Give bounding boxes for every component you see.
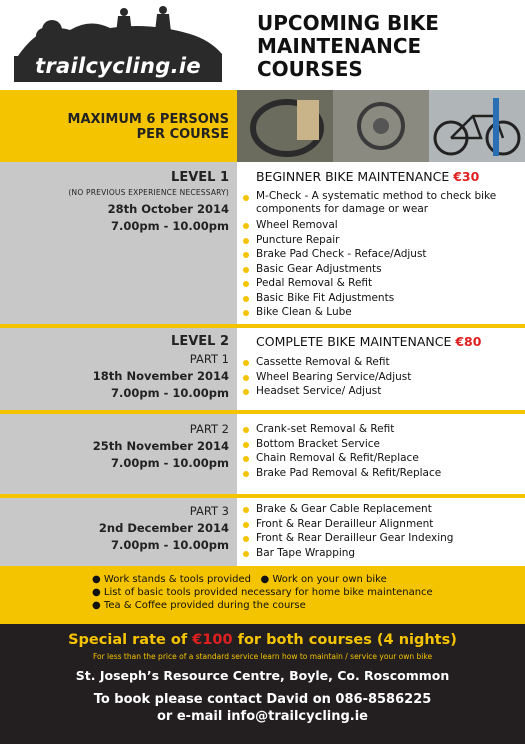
level1-section xyxy=(0,162,525,326)
level2-part2-section xyxy=(0,414,525,494)
item-text: Front & Rear Derailleur Gear Indexing xyxy=(256,532,454,544)
bullet-icon xyxy=(243,296,249,302)
list-item xyxy=(241,384,525,399)
item-text: Brake Pad Check - Reface/Adjust xyxy=(256,248,427,260)
list-item xyxy=(241,422,525,437)
part1-label: PART 1 xyxy=(189,352,229,366)
level2-part1-section xyxy=(0,328,525,410)
provision-3: List of basic tools provided necessary for home bike maintenance xyxy=(103,587,433,598)
header-row xyxy=(0,0,525,90)
provisions-line1 xyxy=(92,573,525,586)
level1-time: 7.00pm - 10.00pm xyxy=(111,219,229,233)
logo-text: trailcycling.ie xyxy=(35,54,201,78)
bullet-icon xyxy=(243,536,249,542)
bullet-icon xyxy=(243,195,249,201)
photo-strip xyxy=(237,90,525,162)
footer xyxy=(0,624,525,744)
item-text: Brake & Gear Cable Replacement xyxy=(256,503,432,515)
bullet-icon xyxy=(243,551,249,557)
contact-phone: To book please contact David on 086-8586225 xyxy=(93,692,432,707)
bullet-icon xyxy=(243,360,249,366)
bullet-icon: ● xyxy=(260,574,270,585)
part2-date: 25th November 2014 xyxy=(92,439,229,453)
header-title-line3: COURSES xyxy=(257,57,363,81)
level1-note: (NO PREVIOUS EXPERIENCE NECESSARY) xyxy=(68,188,229,197)
special-price: €100 xyxy=(192,632,233,648)
item-text: Headset Service/ Adjust xyxy=(256,385,382,397)
bullet-icon xyxy=(243,471,249,477)
list-item xyxy=(241,190,525,216)
item-text: Bar Tape Wrapping xyxy=(256,546,356,559)
level2-price: €80 xyxy=(455,334,482,349)
list-item xyxy=(241,305,525,320)
level2-part1-details xyxy=(237,328,525,410)
list-item xyxy=(241,546,525,561)
part2-label: PART 2 xyxy=(189,422,229,436)
list-item xyxy=(241,218,525,233)
item-text: Bike Clean & Lube xyxy=(256,306,352,318)
part2-items xyxy=(237,422,525,480)
list-item xyxy=(241,517,525,532)
item-text: Wheel Removal xyxy=(256,219,338,231)
level1-date: 28th October 2014 xyxy=(107,202,229,216)
list-item xyxy=(241,291,525,306)
workshop-photos xyxy=(237,90,525,162)
part3-time: 7.00pm - 10.00pm xyxy=(111,538,229,552)
bullet-icon xyxy=(243,442,249,448)
item-text: Brake Pad Removal & Refit/Replace xyxy=(256,466,442,479)
bullet-icon xyxy=(243,389,249,395)
part3-items xyxy=(237,502,525,560)
venue: St. Joseph’s Resource Centre, Boyle, Co. Roscommon xyxy=(75,668,450,683)
level2-part3-section xyxy=(0,498,525,566)
level2-part2-info xyxy=(0,414,237,494)
provision-4: Tea & Coffee provided during the course xyxy=(103,600,306,611)
list-item xyxy=(241,355,525,370)
bullet-icon xyxy=(243,522,249,528)
special-subline: For less than the price of a standard service learn how to maintain / service your own bike xyxy=(92,652,433,661)
level2-part2-details xyxy=(237,414,525,494)
part1-date: 18th November 2014 xyxy=(92,369,229,383)
level2-part3-info xyxy=(0,498,237,566)
capacity-line2: PER COURSE xyxy=(136,127,229,142)
header-title-area xyxy=(237,0,525,90)
level1-details xyxy=(237,162,525,326)
special-rate xyxy=(0,632,525,648)
list-item xyxy=(241,262,525,277)
list-item xyxy=(241,247,525,262)
bullet-icon xyxy=(243,238,249,244)
list-item xyxy=(241,531,525,546)
item-text: Crank-set Removal & Refit xyxy=(256,423,395,435)
bullet-icon xyxy=(243,427,249,433)
list-item xyxy=(241,502,525,517)
level1-info xyxy=(0,162,237,326)
list-item xyxy=(241,233,525,248)
item-text: Basic Bike Fit Adjustments xyxy=(256,291,395,304)
level1-course-title xyxy=(237,169,525,184)
item-text: Front & Rear Derailleur Alignment xyxy=(256,517,434,530)
item-text: M-Check - A systematic method to check bike components for damage or wear xyxy=(256,190,497,215)
part3-label: PART 3 xyxy=(189,504,229,518)
item-text: Chain Removal & Refit/Replace xyxy=(256,452,419,464)
contact-email: or e-mail info@trailcycling.ie xyxy=(156,709,368,724)
level2-title: LEVEL 2 xyxy=(171,334,229,349)
provisions-line3 xyxy=(92,599,525,612)
level2-course-name: COMPLETE BIKE MAINTENANCE xyxy=(256,334,452,349)
special-prefix: Special rate of xyxy=(68,632,188,648)
list-item xyxy=(241,466,525,481)
item-text: Bottom Bracket Service xyxy=(256,437,381,450)
item-text: Pedal Removal & Refit xyxy=(256,277,373,289)
level1-price: €30 xyxy=(453,169,480,184)
special-suffix: for both courses (4 nights) xyxy=(237,632,457,648)
header-title-line2: MAINTENANCE xyxy=(257,34,422,58)
provision-1: Work stands & tools provided xyxy=(103,574,251,585)
part1-items xyxy=(237,355,525,399)
logo-area xyxy=(0,0,237,90)
list-item xyxy=(241,437,525,452)
bullet-icon xyxy=(243,310,249,316)
item-text: Basic Gear Adjustments xyxy=(256,262,382,275)
list-item xyxy=(241,276,525,291)
level1-items xyxy=(237,190,525,320)
capacity-row xyxy=(0,90,525,162)
bullet-icon: ● xyxy=(92,574,101,585)
part2-time: 7.00pm - 10.00pm xyxy=(111,456,229,470)
bullet-icon: ● xyxy=(92,600,101,611)
provisions-band xyxy=(0,566,525,624)
item-text: Wheel Bearing Service/Adjust xyxy=(256,370,412,383)
bullet-icon xyxy=(243,267,249,273)
provisions-line2 xyxy=(92,586,525,599)
list-item xyxy=(241,370,525,385)
bullet-icon xyxy=(243,252,249,258)
capacity-box xyxy=(0,90,237,162)
item-text: Puncture Repair xyxy=(256,233,340,246)
bullet-icon xyxy=(243,223,249,229)
bullet-icon xyxy=(243,507,249,513)
bullet-icon xyxy=(243,375,249,381)
provision-2: Work on your own bike xyxy=(272,574,387,585)
list-item xyxy=(241,451,525,466)
item-text: Cassette Removal & Refit xyxy=(256,356,390,368)
level2-part1-info xyxy=(0,328,237,410)
part3-date: 2nd December 2014 xyxy=(98,521,229,535)
level1-title: LEVEL 1 xyxy=(171,170,229,185)
header-title-line1: UPCOMING BIKE xyxy=(257,11,439,35)
capacity-line1: MAXIMUM 6 PERSONS xyxy=(67,112,229,127)
level2-part3-details xyxy=(237,498,525,566)
bullet-icon xyxy=(243,281,249,287)
level2-course-title xyxy=(237,334,525,349)
bullet-icon xyxy=(243,456,249,462)
level1-course-name: BEGINNER BIKE MAINTENANCE xyxy=(256,169,450,184)
part1-time: 7.00pm - 10.00pm xyxy=(111,386,229,400)
bullet-icon: ● xyxy=(92,587,101,598)
